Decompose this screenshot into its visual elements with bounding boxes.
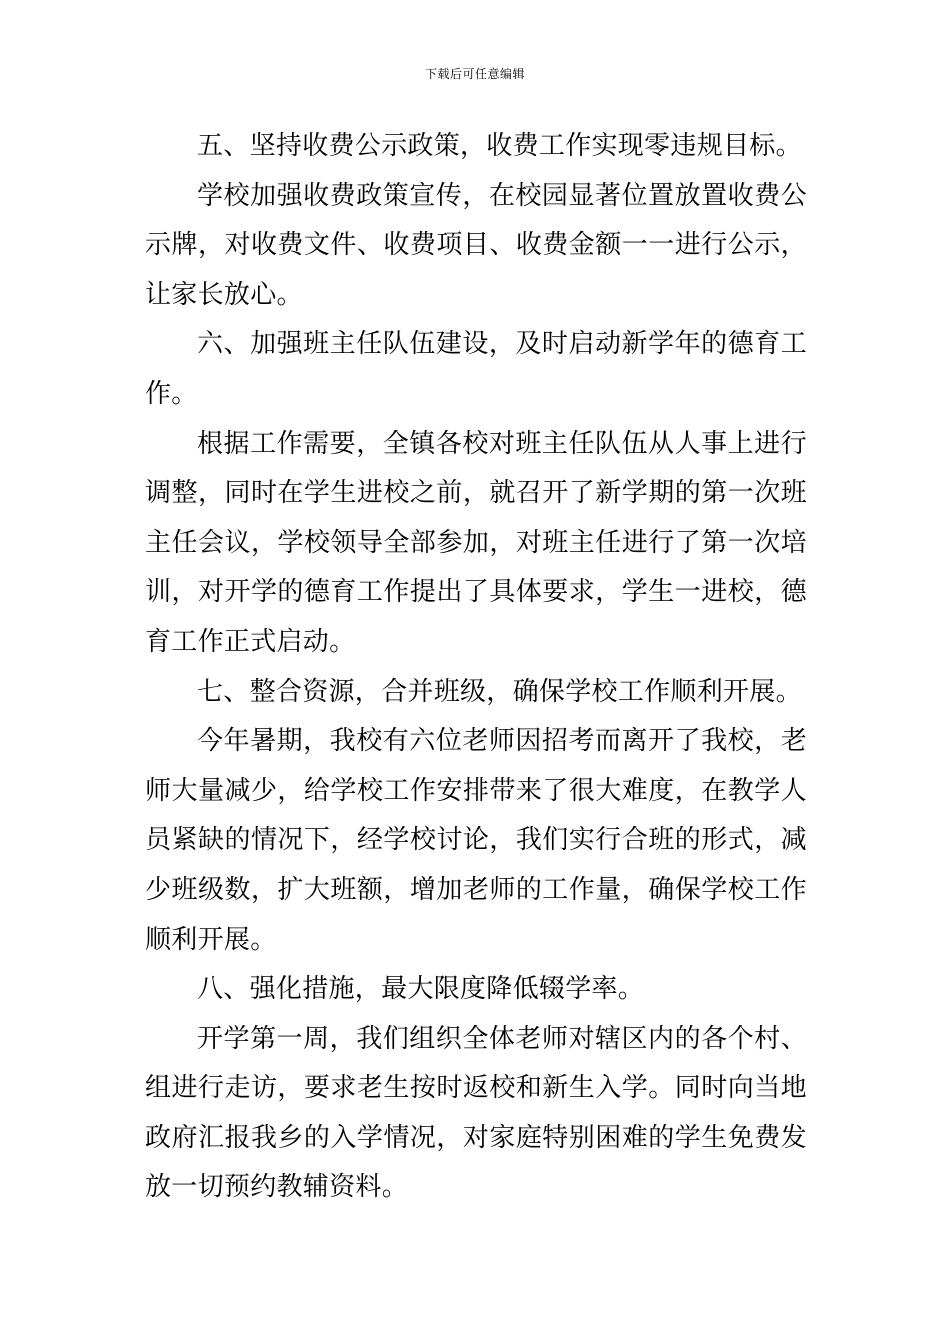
document-body — [145, 122, 807, 1213]
section-heading-5: 五、坚持收费公示政策，收费工作实现零违规目标。 — [197, 131, 802, 161]
section-heading-7: 七、整合资源，合并班级，确保学校工作顺利开展。 — [197, 676, 802, 707]
page-header-note: 下载后可任意编辑 — [424, 67, 525, 81]
paragraph-merge-classes: 今年暑期，我校有六位老师因招考而离开了我校，老师大量减少，给学校工作安排带来了很大难度，在教学人员紧缺的情况下，经学校讨论，我们实行合班的形式，减少班级数，扩大班额，增加老师的工作量，确保学校工作顺利开展。 — [145, 726, 807, 955]
paragraph-head-teacher-team: 根据工作需要，全镇各校对班主任队伍从人事上进行调整，同时在学生进校之前，就召开了新学期的第一次班主任会议，学校领导全部参加，对班主任进行了第一次培训，对开学的德育工作提出了具体要求，学生一进校，德育工作正式启动。 — [145, 428, 807, 657]
section-heading-8: 八、强化措施，最大限度降低辍学率。 — [197, 974, 645, 1005]
section-heading-6: 六、加强班主任队伍建设，及时启动新学年的德育工作。 — [145, 329, 807, 409]
paragraph-fee-publicity: 学校加强收费政策宣传，在校园显著位置放置收费公示牌，对收费文件、收费项目、收费金额一一进行公示，让家长放心。 — [145, 180, 807, 310]
paragraph-dropout-measures: 开学第一周，我们组织全体老师对辖区内的各个村、组进行走访，要求老生按时返校和新生入学。同时向当地政府汇报我乡的入学情况，对家庭特别困难的学生免费发放一切预约教辅资料。 — [145, 1023, 807, 1203]
